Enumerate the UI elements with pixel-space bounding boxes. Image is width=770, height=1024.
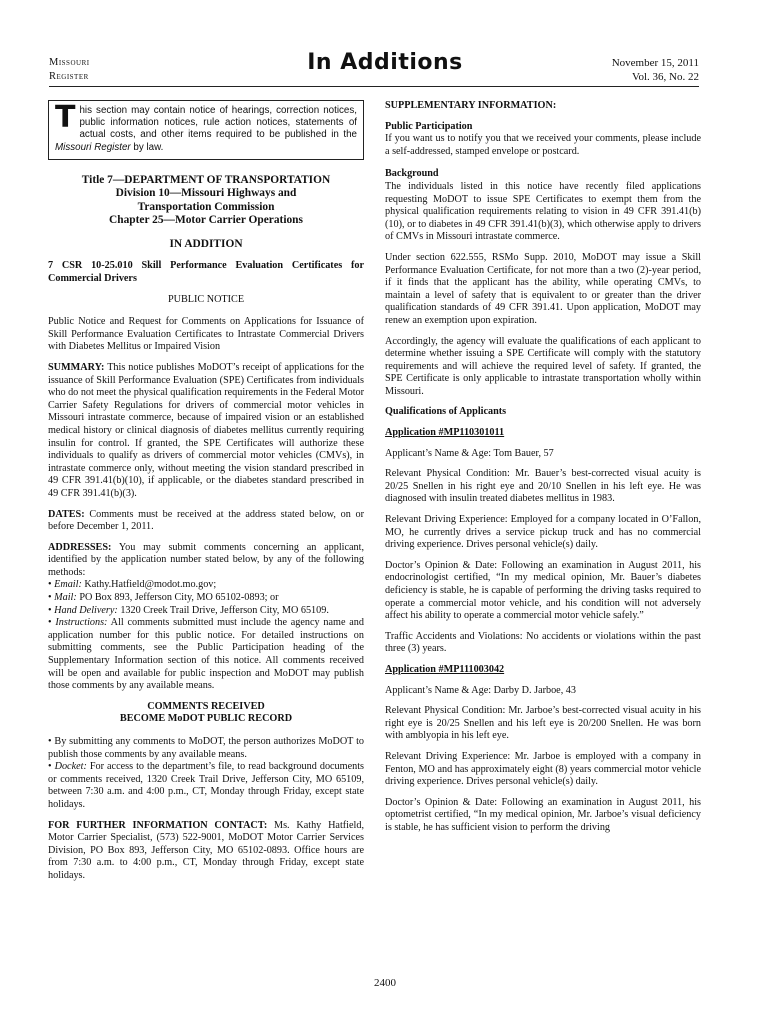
drop-cap: T xyxy=(55,100,76,135)
title-line4: Chapter 25—Motor Carrier Operations xyxy=(109,214,303,227)
application1-driving: Relevant Driving Experience: Employed for a company located in O’Fallon, MO, he currently drives a service pickup truck and has no commercial driving experience. Drives personal vehicle(s) daily. xyxy=(385,514,701,551)
instructions-label: Instructions: xyxy=(55,617,108,629)
background-text: The individuals listed in this notice have recently filed applications requesting MoDOT to issue SPE Certificates to exempt them from the physical qualification requirements relating to vision in 49 CFR 391.41(b)(10), or to diabetes in 49 CFR 391.41(b)(3), which otherwise apply to drivers of CMVs in Missouri intrastate commerce. xyxy=(385,180,701,243)
right-column xyxy=(385,100,701,843)
notice-intro: Public Notice and Request for Comments on Applications for Issuance of Skill Performance Evaluation Certificates to Intrastate Commercial Drivers with Diabetes Mellitus or Impaired Vision xyxy=(48,316,364,353)
header-rule xyxy=(49,86,699,87)
addresses-label: ADDRESSES: xyxy=(48,541,112,553)
in-addition-heading: IN ADDITION xyxy=(169,237,243,250)
summary-paragraph xyxy=(48,362,364,501)
public-participation-text: If you want us to notify you that we received your comments, please include a self-addressed, stamped envelope or postcard. xyxy=(385,133,701,157)
section-notice-box xyxy=(48,100,364,160)
title-line3: Transportation Commission xyxy=(137,200,275,213)
application1-heading: Application #MP110301011 xyxy=(385,427,505,439)
hand-delivery-value: 1320 Creek Trail Drive, Jefferson City, MO 65109. xyxy=(117,604,329,616)
mail-value: PO Box 893, Jefferson City, MO 65102-0893; or xyxy=(76,592,279,604)
public-notice-heading: PUBLIC NOTICE xyxy=(167,293,245,305)
instructions-line: • Instructions: All comments submitted must include the agency name and application number for this public notice. For detailed instructions on submitting comments, see the Public Participation heading of the Supplementary Information section of this notice. All comments received will be open and available for public inspection and MoDOT may publish those comments by any available means. xyxy=(48,617,364,692)
title-line2: Division 10—Missouri Highways and xyxy=(115,187,297,200)
dates-text: Comments must be received at the address stated below, on or before December 1, 2011. xyxy=(48,508,364,533)
mail-line: • Mail: PO Box 893, Jefferson City, MO 65102-0893; or xyxy=(48,592,279,604)
publication-line2: Register xyxy=(49,71,89,82)
authorize-line: • By submitting any comments to MoDOT, the person authorizes MoDOT to publish those comments by any available means. xyxy=(48,736,364,760)
instructions-value: All comments submitted must include the agency name and application number for this public notice. For detailed instructions on submitting comments, see the Public Participation heading of the Supplementary Information section of this notice. All comments received will be open and available for public inspection and MoDOT may publish those comments by any available means. xyxy=(48,617,364,692)
page-number: 2400 xyxy=(374,977,396,989)
contact-text: Ms. Kathy Hatfield, Motor Carrier Specialist, (573) 522-9001, MoDOT Motor Carrier Services Division, PO Box 893, Jefferson City, MO 65102-0893. Office hours are from 7:30 a.m. to 4:00 p.m., CT, Monday through Friday, except state holidays. xyxy=(48,819,364,881)
publication-line1: Missouri xyxy=(49,57,90,68)
application1-physical: Relevant Physical Condition: Mr. Bauer’s best-corrected visual acuity is 20/25 Snellen in his right eye and 20/10 Snellen in his left eye. He was diagnosed with insulin treated diabetes mellitus in 1983. xyxy=(385,468,701,505)
application2-driving: Relevant Driving Experience: Mr. Jarboe is employed with a company in Fenton, MO and has approximately eight (8) years commercial motor vehicle driving experience. Drives personal vehicle(s) daily. xyxy=(385,750,701,788)
title-block xyxy=(48,174,364,228)
mail-label: Mail: xyxy=(54,592,77,604)
supplementary-heading: SUPPLEMENTARY INFORMATION: xyxy=(385,100,557,111)
email-label: Email: xyxy=(54,579,82,591)
rule-heading: 7 CSR 10-25.010 Skill Performance Evaluation Certificates for Commercial Drivers xyxy=(48,260,364,284)
comments-bullets xyxy=(48,736,364,812)
statute-paragraph: Under section 622.555, RSMo Supp. 2010, MoDOT may issue a Skill Performance Evaluation Certificate, for not more than a two (2)-year period, if it finds that the applicant has the ability, while operating CMVs, to maintain a level of safety that is equivalent to or greater than the driver qualification standards of 49 CFR 391.41. Upon application, MoDOT may renew an exemption upon expiration. xyxy=(385,251,701,326)
authorize-text: By submitting any comments to MoDOT, the person authorizes MoDOT to publish those comments by any available means. xyxy=(48,736,364,760)
dates-paragraph xyxy=(48,509,364,534)
addresses-paragraph xyxy=(48,542,364,693)
left-column xyxy=(48,100,364,891)
comments-heading-line1: COMMENTS RECEIVED xyxy=(147,700,265,712)
notice-text-b: by law. xyxy=(130,141,164,153)
issue-volume: Vol. 36, No. 22 xyxy=(631,71,699,83)
comments-heading xyxy=(48,701,364,726)
application2-heading: Application #MP111003042 xyxy=(385,663,505,675)
summary-text: This notice publishes MoDOT’s receipt of applications for the issuance of Skill Performance Evaluation (SPE) Certificates from individuals who do not meet the physical qualification requirements in the Federal Motor Carrier Safety Regulations for drivers of commercial motor vehicles in Missouri intrastate commerce, because of impaired vision or an established medical history or clinical diagnosis of diabetes mellitus currently requiring insulin for control. If granted, the SPE Certificates will authorize these individuals to qualify as drivers of commercial motor vehicles (CMVs), in intrastate commerce only, without meeting the vision standard prescribed in 49 CFR 391.41(b)(10), if applicable, or the diabetes standard prescribed in 49 CFR 391.41(b)(3). xyxy=(48,361,365,499)
title-line1: Title 7—DEPARTMENT OF TRANSPORTATION xyxy=(81,173,331,186)
contact-paragraph xyxy=(48,820,364,883)
section-title: In Additions xyxy=(307,50,463,75)
email-value: Kathy.Hatfield@modot.mo.gov; xyxy=(81,579,217,591)
public-participation-heading: Public Participation xyxy=(385,120,473,132)
hand-delivery-line: • Hand Delivery: 1320 Creek Trail Drive, Jefferson City, MO 65109. xyxy=(48,604,329,616)
application1-doctor: Doctor’s Opinion & Date: Following an examination in August 2011, his endocrinologist certified, “In my medical opinion, Mr. Bauer’s diabetes deficiency is stable, he is capable of performing the driving tasks required to operate a commercial motor vehicle, and his condition will not adversely affect his ability to operate a commercial motor vehicle safely.” xyxy=(385,559,701,622)
comments-heading-line2: BECOME MoDOT PUBLIC RECORD xyxy=(119,713,293,725)
notice-text-italic: Missouri Register xyxy=(55,141,131,153)
publication-name xyxy=(49,56,90,84)
application1-name: Applicant’s Name & Age: Tom Bauer, 57 xyxy=(385,447,554,459)
issue-info xyxy=(612,56,699,84)
contact-label: FOR FURTHER INFORMATION CONTACT: xyxy=(48,819,268,831)
notice-text-a: his section may contain notice of hearings, correction notices, public information notices, rule action notices, statements of actual costs, and other items required to be published in the xyxy=(79,105,357,141)
application2-doctor: Doctor’s Opinion & Date: Following an examination in August 2011, his optometrist certified, “In my medical opinion, Mr. Jarboe’s visual deficiency is stable, he has sufficient vision to perform the driving xyxy=(385,796,701,833)
summary-label: SUMMARY: xyxy=(48,361,105,373)
hand-delivery-label: Hand Delivery: xyxy=(54,604,118,616)
background xyxy=(385,168,701,244)
docket-line: • Docket: For access to the department’s file, to read background documents or comments received, 1320 Creek Trail Drive, Jefferson City, MO 65109, between 7:30 a.m. and 4:00 p.m., CT, Monday through Friday, except state holidays. xyxy=(48,761,364,810)
public-participation xyxy=(385,121,701,159)
qualifications-heading: Qualifications of Applicants xyxy=(385,406,507,418)
email-line: • Email: Kathy.Hatfield@modot.mo.gov; xyxy=(48,579,217,591)
application2-physical: Relevant Physical Condition: Mr. Jarboe’s best-corrected visual acuity in his right eye is 20/25 Snellen and his left eye is 20/200 Snellen. He was born with amblyopia in his left eye. xyxy=(385,705,701,742)
addresses-text: You may submit comments concerning an applicant, identified by the application number stated below, by any of the following methods: xyxy=(48,541,364,578)
accordingly-paragraph: Accordingly, the agency will evaluate the qualifications of each applicant to determine whether issuing a SPE Certificate will comply with the statutory requirements and will achieve the required level of safety. If granted, the SPE Certificate is only applicable to intrastate transportation wholly within Missouri. xyxy=(385,335,701,397)
docket-label: Docket: xyxy=(54,761,87,773)
dates-label: DATES: xyxy=(48,508,85,520)
background-heading: Background xyxy=(385,168,439,180)
application1-traffic: Traffic Accidents and Violations: No accidents or violations within the past three (3) years. xyxy=(385,630,701,655)
issue-date: November 15, 2011 xyxy=(611,57,699,69)
application2-name: Applicant’s Name & Age: Darby D. Jarboe, 43 xyxy=(385,684,576,696)
docket-value: For access to the department’s file, to read background documents or comments received, 1320 Creek Trail Drive, Jefferson City, MO 65109, between 7:30 a.m. and 4:00 p.m., CT, Monday through Friday, except state holidays. xyxy=(48,761,364,810)
